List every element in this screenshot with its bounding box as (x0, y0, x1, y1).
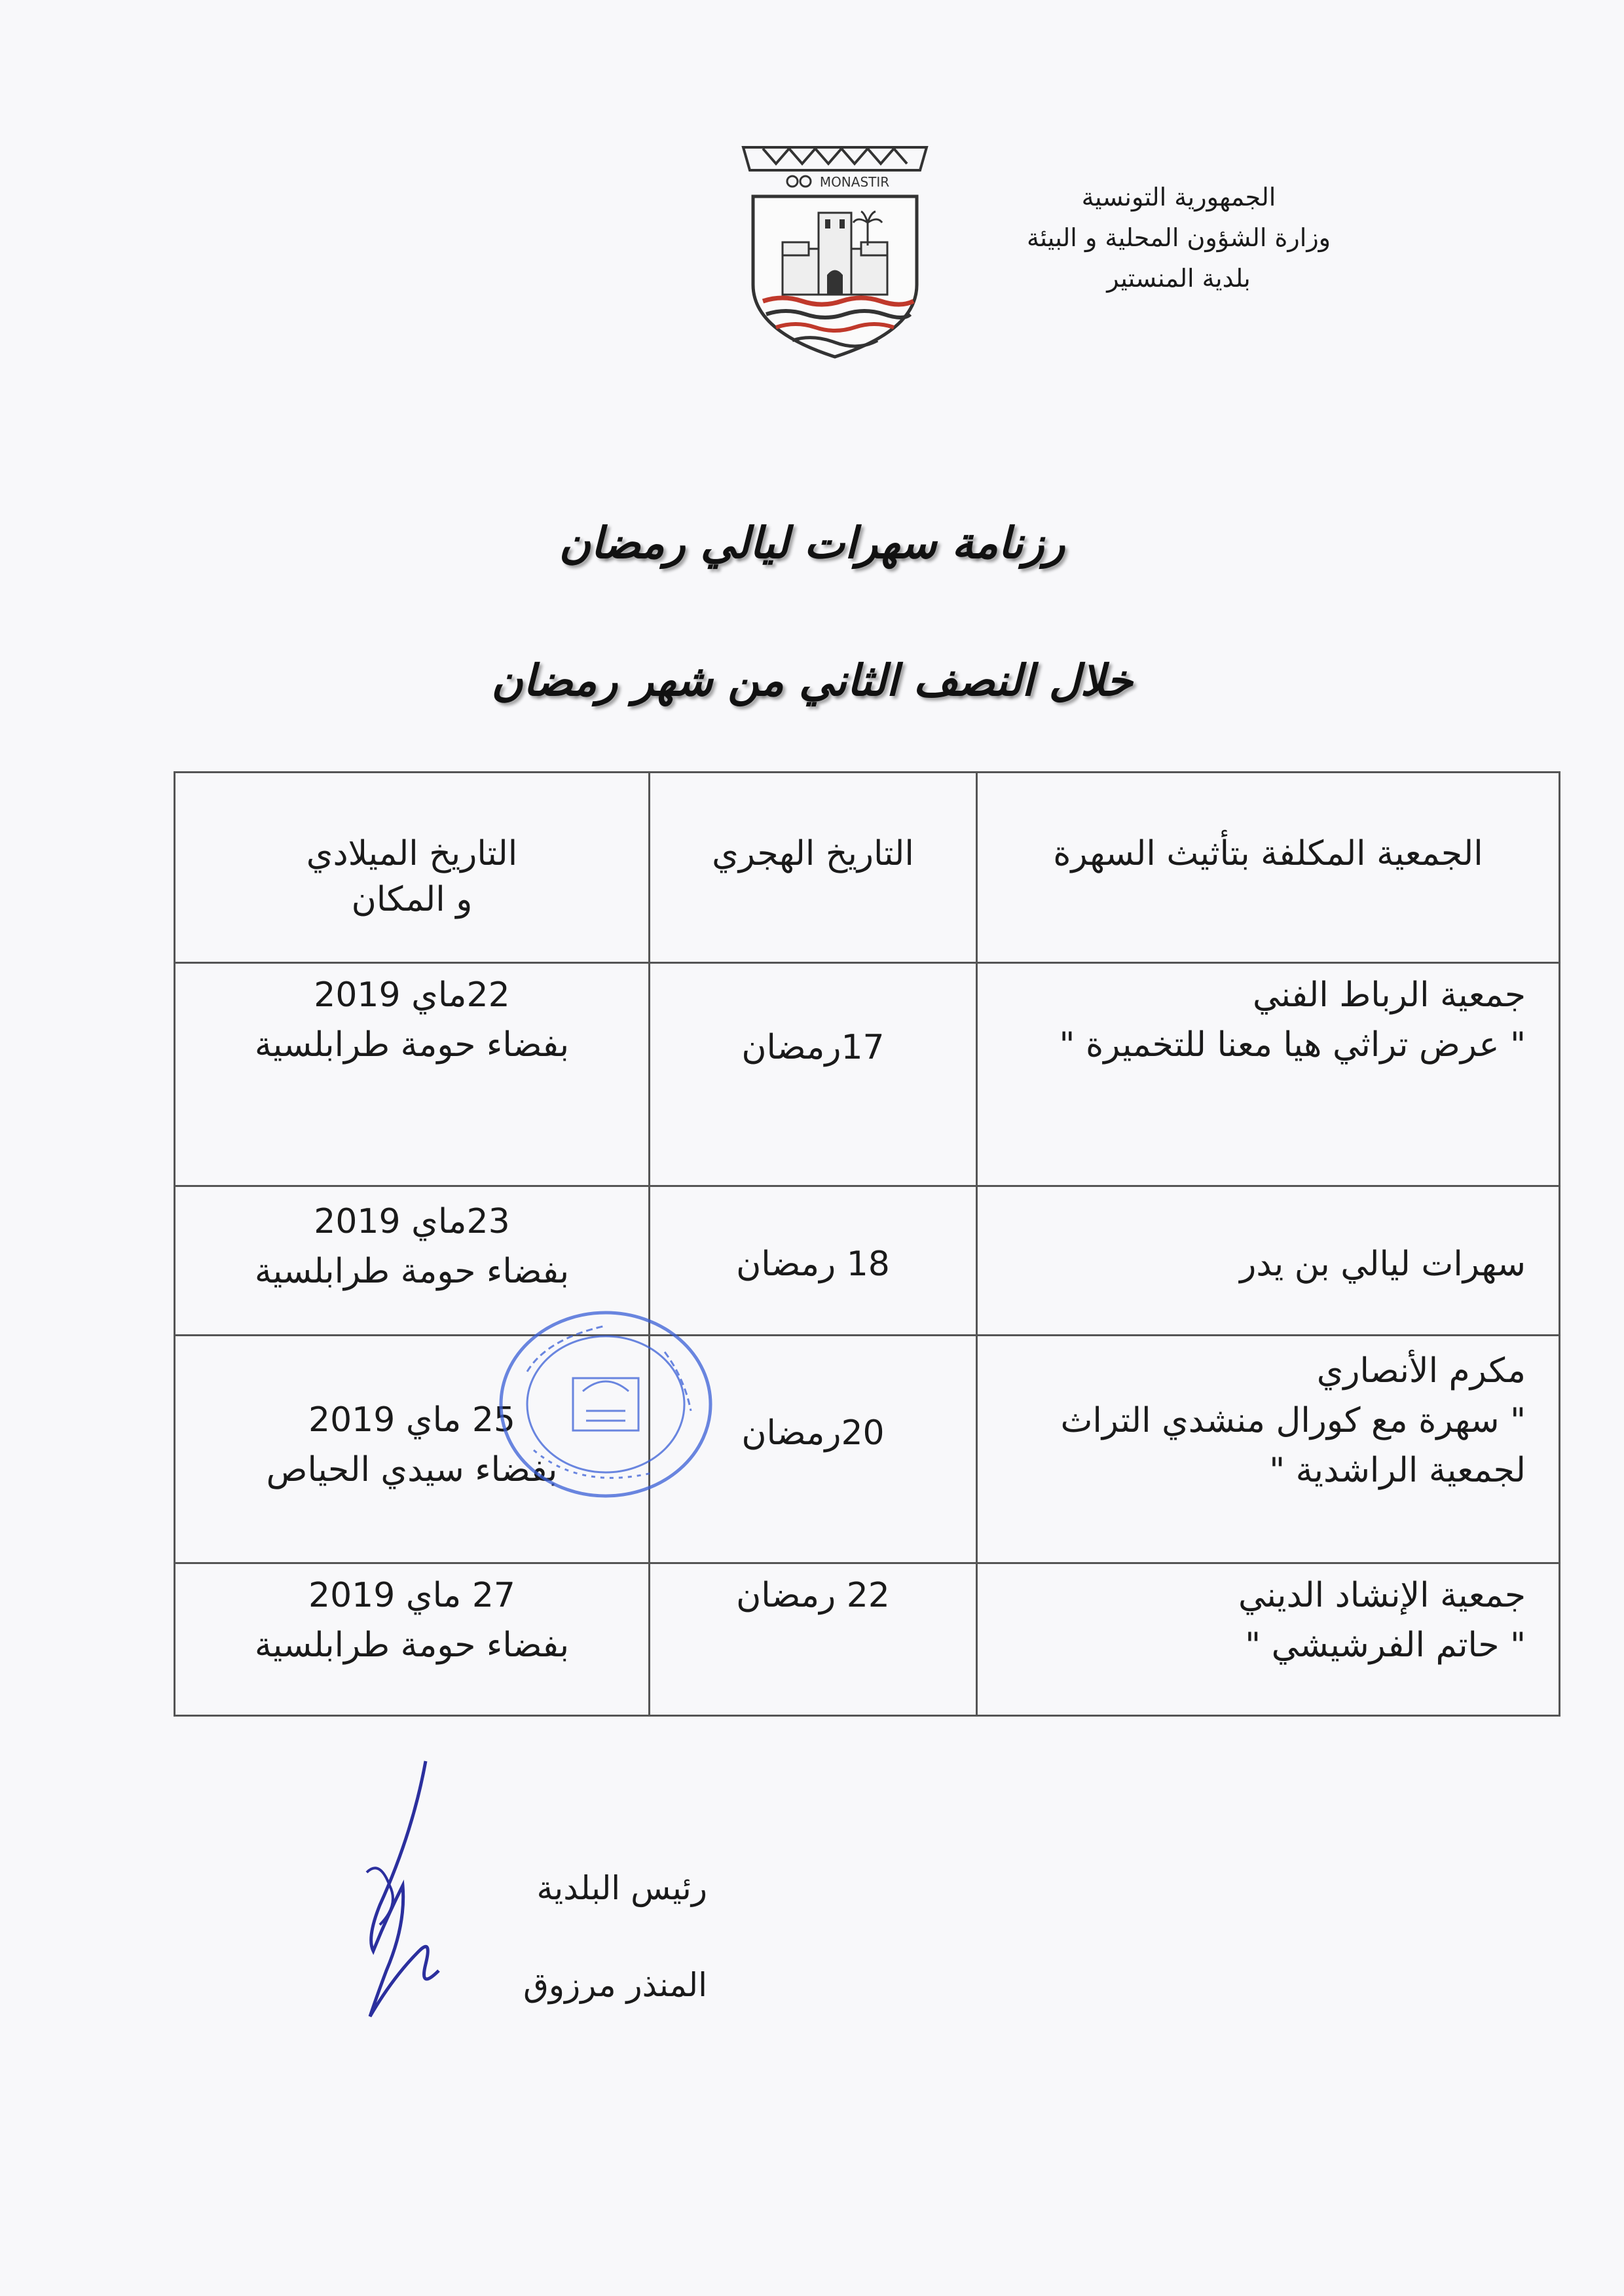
handwritten-signature (341, 1755, 458, 2030)
header-gregorian-line1: التاريخ الميلادي (306, 834, 518, 873)
schedule-table (174, 771, 1560, 1717)
association-cell (977, 1336, 1560, 1563)
header-gregorian-date (175, 773, 650, 963)
signatory-name: المنذر مرزوق (523, 1966, 707, 2004)
hijri-cell (650, 1563, 977, 1716)
event-place: بفضاء حومة طرابلسية (254, 1626, 570, 1665)
document-title: رزنامة سهرات ليالي رمضان (559, 517, 1065, 568)
event-place: بفضاء سيدي الحياص (266, 1450, 558, 1489)
association-cell (977, 1563, 1560, 1716)
association-detail: " سهرة مع كورال منشدي التراث (1060, 1401, 1526, 1440)
country-name: الجمهورية التونسية (1081, 183, 1276, 211)
gregorian-cell (175, 963, 650, 1186)
hijri-cell (650, 963, 977, 1186)
gregorian-date: 27 ماي 2019 (308, 1576, 515, 1615)
table-row (175, 1336, 1560, 1563)
event-place: بفضاء حومة طرابلسية (254, 1025, 570, 1065)
header-gregorian-line2: و المكان (351, 880, 473, 919)
event-place: بفضاء حومة طرابلسية (254, 1252, 570, 1291)
table-header-row (175, 773, 1560, 963)
gregorian-cell (175, 1563, 650, 1716)
hijri-cell (650, 1336, 977, 1563)
header-organization (982, 177, 1375, 299)
association-detail: " عرض تراثي هيا معنا للتخميرة " (1059, 1025, 1526, 1065)
gregorian-date: 22ماي 2019 (314, 975, 510, 1015)
association-name: مكرم الأنصاري (1316, 1351, 1526, 1391)
gregorian-cell (175, 1336, 650, 1563)
gregorian-date: 25 ماي 2019 (308, 1400, 515, 1440)
header-association: الجمعية المكلفة بتأثيث السهرة (977, 773, 1560, 963)
hijri-date: 18 رمضان (736, 1245, 890, 1284)
municipality-name: بلدية المنستير (1107, 264, 1251, 293)
association-name: جمعية الرباط الفني (1253, 975, 1526, 1015)
document-subtitle: خلال النصف الثاني من شهر رمضان (491, 655, 1133, 706)
signatory-role: رئيس البلدية (536, 1869, 707, 1907)
association-name: جمعية الإنشاد الديني (1238, 1576, 1526, 1615)
gregorian-cell (175, 1186, 650, 1336)
header-hijri-date: التاريخ الهجري (650, 773, 977, 963)
hijri-date: 17رمضان (741, 1028, 885, 1067)
hijri-cell (650, 1186, 977, 1336)
association-name: سهرات ليالي بن يدر (1240, 1245, 1526, 1284)
table-row (175, 1186, 1560, 1336)
table-row (175, 1563, 1560, 1716)
association-detail: " حاتم الفرشيشي " (1245, 1626, 1526, 1665)
association-detail: لجمعية الراشدية " (1269, 1451, 1526, 1490)
gregorian-date: 23ماي 2019 (314, 1202, 510, 1241)
logo-text: MONASTIR (819, 174, 890, 190)
municipality-logo (737, 134, 933, 360)
association-cell (977, 1186, 1560, 1336)
signature-block (445, 1840, 707, 2033)
hijri-date: 22 رمضان (736, 1576, 890, 1615)
ministry-name: وزارة الشؤون المحلية و البيئة (1026, 223, 1331, 252)
table-row (175, 963, 1560, 1186)
hijri-date: 20رمضان (741, 1413, 885, 1453)
association-cell (977, 963, 1560, 1186)
